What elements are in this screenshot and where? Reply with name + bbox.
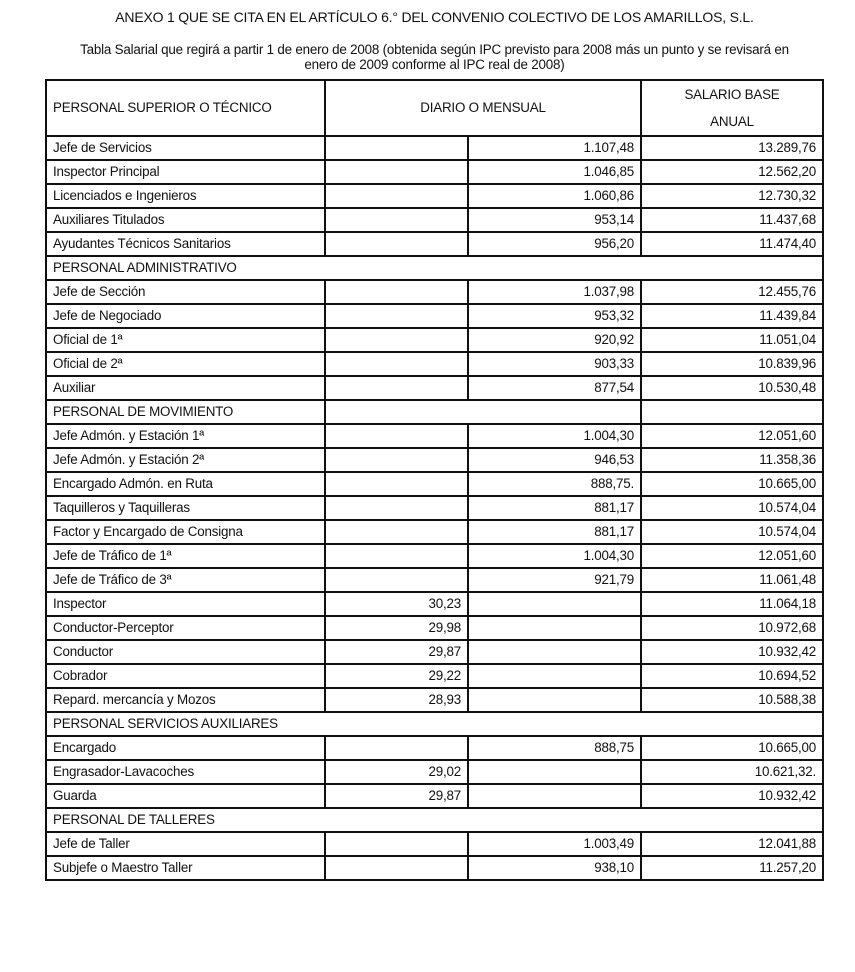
table-row bbox=[46, 232, 823, 256]
cell-category-name: Repard. mercancía y Mozos bbox=[46, 688, 325, 712]
cell-mensual: 1.060,86 bbox=[468, 184, 641, 208]
cell-mensual: 1.037,98 bbox=[468, 280, 641, 304]
table-row bbox=[46, 496, 823, 520]
cell-diario bbox=[325, 352, 468, 376]
cell-mensual: 1.003,49 bbox=[468, 832, 641, 856]
table-row bbox=[46, 424, 823, 448]
cell-diario bbox=[325, 376, 468, 400]
cell-mensual: 1.004,30 bbox=[468, 424, 641, 448]
cell-mensual: 1.107,48 bbox=[468, 136, 641, 160]
cell-category-name: Licenciados e Ingenieros bbox=[46, 184, 325, 208]
cell-diario: 28,93 bbox=[325, 688, 468, 712]
table-row bbox=[46, 328, 823, 352]
cell-category-name: Guarda bbox=[46, 784, 325, 808]
cell-category-name: Auxiliares Titulados bbox=[46, 208, 325, 232]
section-servicios-rows bbox=[46, 736, 823, 808]
section-personal-superior bbox=[46, 136, 823, 256]
cell-mensual: 881,17 bbox=[468, 496, 641, 520]
header-salary-line-2: ANUAL bbox=[710, 114, 754, 129]
header-salario-base-anual bbox=[641, 80, 823, 136]
cell-diario bbox=[325, 520, 468, 544]
table-row bbox=[46, 136, 823, 160]
table-row bbox=[46, 760, 823, 784]
section-personal-administrativo bbox=[46, 256, 823, 280]
cell-mensual: 1.004,30 bbox=[468, 544, 641, 568]
section-talleres-rows bbox=[46, 832, 823, 880]
cell-category-name: Factor y Encargado de Consigna bbox=[46, 520, 325, 544]
cell-salario-anual: 11.439,84 bbox=[641, 304, 823, 328]
cell-category-name: Engrasador-Lavacoches bbox=[46, 760, 325, 784]
cell-diario: 29,22 bbox=[325, 664, 468, 688]
section-heading: PERSONAL DE MOVIMIENTO bbox=[46, 400, 325, 424]
cell-salario-anual: 10.530,48 bbox=[641, 376, 823, 400]
header-diario-mensual: DIARIO O MENSUAL bbox=[325, 80, 641, 136]
table-row bbox=[46, 592, 823, 616]
empty-cell bbox=[641, 400, 823, 424]
cell-diario bbox=[325, 160, 468, 184]
document-subtitle bbox=[40, 42, 829, 72]
table-row bbox=[46, 640, 823, 664]
cell-mensual: 920,92 bbox=[468, 328, 641, 352]
table-row bbox=[46, 448, 823, 472]
cell-salario-anual: 10.932,42 bbox=[641, 640, 823, 664]
table-row bbox=[46, 544, 823, 568]
section-movimiento-rows bbox=[46, 424, 823, 712]
cell-salario-anual: 11.064,18 bbox=[641, 592, 823, 616]
subtitle-line-2: enero de 2009 conforme al IPC real de 2008) bbox=[304, 57, 565, 72]
cell-category-name: Jefe de Servicios bbox=[46, 136, 325, 160]
cell-diario bbox=[325, 448, 468, 472]
cell-category-name: Jefe de Tráfico de 1ª bbox=[46, 544, 325, 568]
cell-category-name: Jefe Admón. y Estación 2ª bbox=[46, 448, 325, 472]
section-administrativo-rows bbox=[46, 280, 823, 400]
table-row bbox=[46, 520, 823, 544]
cell-salario-anual: 11.437,68 bbox=[641, 208, 823, 232]
cell-diario: 29,87 bbox=[325, 784, 468, 808]
cell-diario: 29,02 bbox=[325, 760, 468, 784]
section-personal-servicios-auxiliares bbox=[46, 712, 823, 736]
cell-category-name: Jefe Admón. y Estación 1ª bbox=[46, 424, 325, 448]
table-row bbox=[46, 736, 823, 760]
cell-mensual: 877,54 bbox=[468, 376, 641, 400]
empty-cell bbox=[325, 400, 641, 424]
cell-mensual: 881,17 bbox=[468, 520, 641, 544]
section-personal-movimiento bbox=[46, 400, 823, 424]
table-header-row bbox=[46, 80, 823, 136]
table-row bbox=[46, 568, 823, 592]
cell-diario: 30,23 bbox=[325, 592, 468, 616]
cell-diario: 29,87 bbox=[325, 640, 468, 664]
cell-mensual bbox=[468, 616, 641, 640]
cell-category-name: Ayudantes Técnicos Sanitarios bbox=[46, 232, 325, 256]
cell-category-name: Taquilleros y Taquilleras bbox=[46, 496, 325, 520]
table-row bbox=[46, 280, 823, 304]
section-heading: PERSONAL SERVICIOS AUXILIARES bbox=[46, 712, 823, 736]
cell-mensual bbox=[468, 592, 641, 616]
cell-mensual bbox=[468, 760, 641, 784]
table-row bbox=[46, 160, 823, 184]
cell-mensual bbox=[468, 664, 641, 688]
cell-salario-anual: 10.665,00 bbox=[641, 472, 823, 496]
table-row bbox=[46, 208, 823, 232]
cell-diario bbox=[325, 568, 468, 592]
cell-category-name: Auxiliar bbox=[46, 376, 325, 400]
cell-category-name: Inspector Principal bbox=[46, 160, 325, 184]
section-heading-row bbox=[46, 712, 823, 736]
cell-mensual bbox=[468, 640, 641, 664]
table-row bbox=[46, 184, 823, 208]
cell-salario-anual: 10.932,42 bbox=[641, 784, 823, 808]
cell-diario bbox=[325, 280, 468, 304]
cell-mensual: 953,32 bbox=[468, 304, 641, 328]
salary-table bbox=[45, 79, 824, 881]
subtitle-line-1: Tabla Salarial que regirá a partir 1 de enero de 2008 (obtenida según IPC previsto para 2008 más un punto y se revisará en bbox=[80, 42, 789, 57]
table-row bbox=[46, 376, 823, 400]
cell-mensual: 956,20 bbox=[468, 232, 641, 256]
cell-category-name: Jefe de Sección bbox=[46, 280, 325, 304]
cell-salario-anual: 10.839,96 bbox=[641, 352, 823, 376]
cell-mensual bbox=[468, 784, 641, 808]
cell-category-name: Jefe de Negociado bbox=[46, 304, 325, 328]
cell-category-name: Subjefe o Maestro Taller bbox=[46, 856, 325, 880]
cell-diario bbox=[325, 304, 468, 328]
cell-category-name: Encargado Admón. en Ruta bbox=[46, 472, 325, 496]
cell-mensual: 903,33 bbox=[468, 352, 641, 376]
cell-category-name: Jefe de Taller bbox=[46, 832, 325, 856]
cell-diario bbox=[325, 832, 468, 856]
cell-category-name: Inspector bbox=[46, 592, 325, 616]
cell-salario-anual: 10.588,38 bbox=[641, 688, 823, 712]
cell-salario-anual: 10.665,00 bbox=[641, 736, 823, 760]
table-row bbox=[46, 784, 823, 808]
cell-diario bbox=[325, 208, 468, 232]
table-row bbox=[46, 304, 823, 328]
cell-diario bbox=[325, 184, 468, 208]
cell-salario-anual: 12.041,88 bbox=[641, 832, 823, 856]
cell-mensual: 946,53 bbox=[468, 448, 641, 472]
cell-category-name: Oficial de 1ª bbox=[46, 328, 325, 352]
cell-salario-anual: 10.694,52 bbox=[641, 664, 823, 688]
cell-salario-anual: 12.455,76 bbox=[641, 280, 823, 304]
table-row bbox=[46, 832, 823, 856]
cell-salario-anual: 10.574,04 bbox=[641, 520, 823, 544]
cell-mensual: 1.046,85 bbox=[468, 160, 641, 184]
section-heading: PERSONAL DE TALLERES bbox=[46, 808, 823, 832]
section-heading-row bbox=[46, 808, 823, 832]
header-category: PERSONAL SUPERIOR O TÉCNICO bbox=[46, 80, 325, 136]
section-personal-talleres bbox=[46, 808, 823, 832]
cell-diario bbox=[325, 424, 468, 448]
cell-salario-anual: 10.621,32. bbox=[641, 760, 823, 784]
cell-category-name: Conductor bbox=[46, 640, 325, 664]
cell-mensual: 888,75. bbox=[468, 472, 641, 496]
cell-salario-anual: 10.574,04 bbox=[641, 496, 823, 520]
table-row bbox=[46, 472, 823, 496]
cell-diario bbox=[325, 472, 468, 496]
cell-diario bbox=[325, 496, 468, 520]
cell-mensual bbox=[468, 688, 641, 712]
cell-diario bbox=[325, 736, 468, 760]
document-title: ANEXO 1 QUE SE CITA EN EL ARTÍCULO 6.° DEL CONVENIO COLECTIVO DE LOS AMARILLOS, S.L. bbox=[115, 9, 754, 25]
cell-category-name: Oficial de 2ª bbox=[46, 352, 325, 376]
cell-salario-anual: 11.358,36 bbox=[641, 448, 823, 472]
cell-diario bbox=[325, 136, 468, 160]
cell-salario-anual: 12.051,60 bbox=[641, 544, 823, 568]
cell-salario-anual: 11.257,20 bbox=[641, 856, 823, 880]
cell-diario: 29,98 bbox=[325, 616, 468, 640]
cell-diario bbox=[325, 856, 468, 880]
cell-category-name: Encargado bbox=[46, 736, 325, 760]
cell-salario-anual: 12.051,60 bbox=[641, 424, 823, 448]
table-row bbox=[46, 688, 823, 712]
cell-salario-anual: 13.289,76 bbox=[641, 136, 823, 160]
cell-category-name: Conductor-Perceptor bbox=[46, 616, 325, 640]
cell-mensual: 953,14 bbox=[468, 208, 641, 232]
cell-diario bbox=[325, 544, 468, 568]
table-row bbox=[46, 856, 823, 880]
cell-category-name: Cobrador bbox=[46, 664, 325, 688]
cell-mensual: 888,75 bbox=[468, 736, 641, 760]
table-row bbox=[46, 352, 823, 376]
table-row bbox=[46, 664, 823, 688]
cell-salario-anual: 11.051,04 bbox=[641, 328, 823, 352]
section-heading-row bbox=[46, 400, 823, 424]
section-heading: PERSONAL ADMINISTRATIVO bbox=[46, 256, 823, 280]
cell-salario-anual: 10.972,68 bbox=[641, 616, 823, 640]
cell-salario-anual: 12.730,32 bbox=[641, 184, 823, 208]
cell-mensual: 921,79 bbox=[468, 568, 641, 592]
cell-salario-anual: 11.474,40 bbox=[641, 232, 823, 256]
table-row bbox=[46, 616, 823, 640]
cell-diario bbox=[325, 328, 468, 352]
cell-diario bbox=[325, 232, 468, 256]
section-heading-row bbox=[46, 256, 823, 280]
header-salary-line-1: SALARIO BASE bbox=[684, 87, 780, 102]
cell-salario-anual: 11.061,48 bbox=[641, 568, 823, 592]
cell-salario-anual: 12.562,20 bbox=[641, 160, 823, 184]
cell-mensual: 938,10 bbox=[468, 856, 641, 880]
cell-category-name: Jefe de Tráfico de 3ª bbox=[46, 568, 325, 592]
